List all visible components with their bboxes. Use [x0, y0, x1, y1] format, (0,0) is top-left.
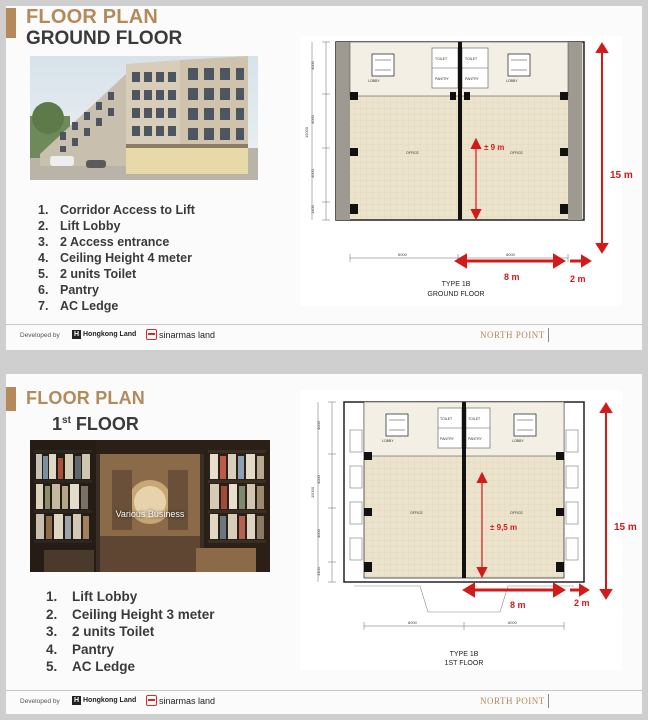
list-item: 6. Pantry [38, 283, 99, 297]
sinarmas-mark-icon [146, 329, 157, 340]
slide-ground-floor [6, 6, 642, 350]
svg-text:TOILET: TOILET [440, 417, 453, 421]
floor-plan-drawing [300, 36, 633, 306]
dim-width-label: 8 m [504, 272, 520, 282]
list-item: 4. Ceiling Height 4 meter [38, 251, 192, 265]
svg-text:PANTRY: PANTRY [465, 77, 479, 81]
svg-text:1400: 1400 [316, 567, 321, 576]
dim-width-label: 8 m [510, 600, 526, 610]
svg-text:8000: 8000 [398, 252, 407, 257]
list-item: 5. 2 units Toilet [38, 267, 137, 281]
floor-plan-drawing [300, 390, 637, 670]
center-wall [462, 402, 466, 578]
footer-divider [548, 694, 549, 708]
svg-text:4000: 4000 [310, 61, 315, 70]
north-point-logo: NORTH POINT [480, 330, 545, 340]
title-accent-bar [6, 8, 16, 38]
svg-text:1400: 1400 [310, 205, 315, 214]
plan-caption-type: TYPE 1B [449, 651, 479, 658]
svg-text:PANTRY: PANTRY [440, 437, 454, 441]
photo-caption: Various Business [115, 508, 185, 519]
lift-left [372, 54, 394, 76]
svg-text:LOBBY: LOBBY [512, 439, 524, 443]
center-wall [458, 42, 462, 220]
building-photo-illustration [30, 56, 258, 180]
slide-first-floor [6, 374, 642, 714]
svg-text:8000: 8000 [506, 252, 515, 257]
floor-plan-ground [300, 36, 633, 306]
svg-text:TOILET: TOILET [468, 417, 481, 421]
hongkong-land-mark-icon: H [73, 331, 80, 338]
title-accent-bar [6, 387, 16, 411]
hongkong-land-logo: H Hongkong Land [73, 697, 137, 704]
dim-inner-label: ± 9,5 m [490, 523, 518, 532]
svg-text:4000: 4000 [310, 115, 315, 124]
feature-list [38, 202, 195, 314]
hongkong-land-logo: H Hongkong Land [73, 331, 137, 338]
lift-right [514, 414, 536, 436]
list-item: 5. AC Ledge [46, 659, 136, 675]
interior-photo [30, 440, 270, 572]
slide-subtitle: GROUND FLOOR [26, 28, 183, 49]
slide-title: FLOOR PLAN [26, 388, 145, 408]
svg-text:OFFICE: OFFICE [510, 151, 523, 155]
svg-text:8000: 8000 [508, 620, 517, 625]
svg-text:15000: 15000 [310, 486, 315, 498]
list-item: 2. Ceiling Height 3 meter [46, 606, 215, 622]
svg-text:LOBBY: LOBBY [506, 79, 518, 83]
lift-right [508, 54, 530, 76]
dim-ledge-label: 2 m [570, 274, 586, 284]
svg-text:OFFICE: OFFICE [406, 151, 419, 155]
left-ac-ledge [336, 42, 350, 220]
slide-subtitle: 1st FLOOR [52, 414, 139, 434]
interior-photo-illustration [30, 440, 270, 572]
svg-text:OFFICE: OFFICE [510, 511, 523, 515]
svg-text:LOBBY: LOBBY [382, 439, 394, 443]
dim-ledge-label: 2 m [574, 598, 590, 608]
slide-footer [6, 690, 642, 714]
right-ac-ledge [568, 42, 582, 220]
list-item: 2. Lift Lobby [38, 219, 121, 233]
plan-caption-floor: 1ST FLOOR [444, 660, 484, 667]
plan-caption-floor: GROUND FLOOR [427, 291, 485, 298]
svg-text:4000: 4000 [310, 169, 315, 178]
lift-left [386, 414, 408, 436]
dim-height-label: 15 m [614, 522, 637, 533]
list-item: 1. Lift Lobby [46, 589, 138, 604]
developed-by-label: Developed by [20, 698, 60, 705]
svg-text:OFFICE: OFFICE [410, 511, 423, 515]
list-item: 7. AC Ledge [38, 299, 119, 313]
hongkong-land-mark-icon: H [73, 697, 80, 704]
svg-text:LOBBY: LOBBY [368, 79, 380, 83]
svg-text:4000: 4000 [316, 421, 321, 430]
building-photo [30, 56, 258, 180]
list-item: 4. Pantry [46, 641, 115, 657]
list-item: 1. Corridor Access to Lift [38, 203, 195, 217]
developed-by-label: Developed by [20, 332, 60, 339]
slide-title: FLOOR PLAN [26, 6, 158, 28]
list-item: 3. 2 units Toilet [46, 624, 155, 640]
svg-text:TOILET: TOILET [465, 57, 478, 61]
svg-text:8000: 8000 [408, 620, 417, 625]
footer-divider [548, 328, 549, 342]
dim-inner-label: ± 9 m [484, 143, 505, 152]
list-item: 3. 2 Access entrance [38, 235, 170, 249]
sinarmas-mark-icon [146, 695, 157, 706]
floor-plan-first [300, 390, 637, 670]
svg-text:4000: 4000 [316, 529, 321, 538]
plan-caption-type: TYPE 1B [441, 281, 471, 288]
svg-text:4000: 4000 [316, 475, 321, 484]
svg-text:TOILET: TOILET [435, 57, 448, 61]
svg-text:PANTRY: PANTRY [435, 77, 449, 81]
svg-text:15000: 15000 [304, 126, 309, 138]
slide-footer [6, 324, 642, 348]
svg-text:PANTRY: PANTRY [468, 437, 482, 441]
north-point-logo: NORTH POINT [480, 696, 545, 706]
dim-height-label: 15 m [610, 170, 633, 181]
sinarmas-land-logo: sinarmas land [146, 329, 215, 340]
sinarmas-land-logo: sinarmas land [146, 695, 215, 706]
feature-list [46, 588, 215, 676]
